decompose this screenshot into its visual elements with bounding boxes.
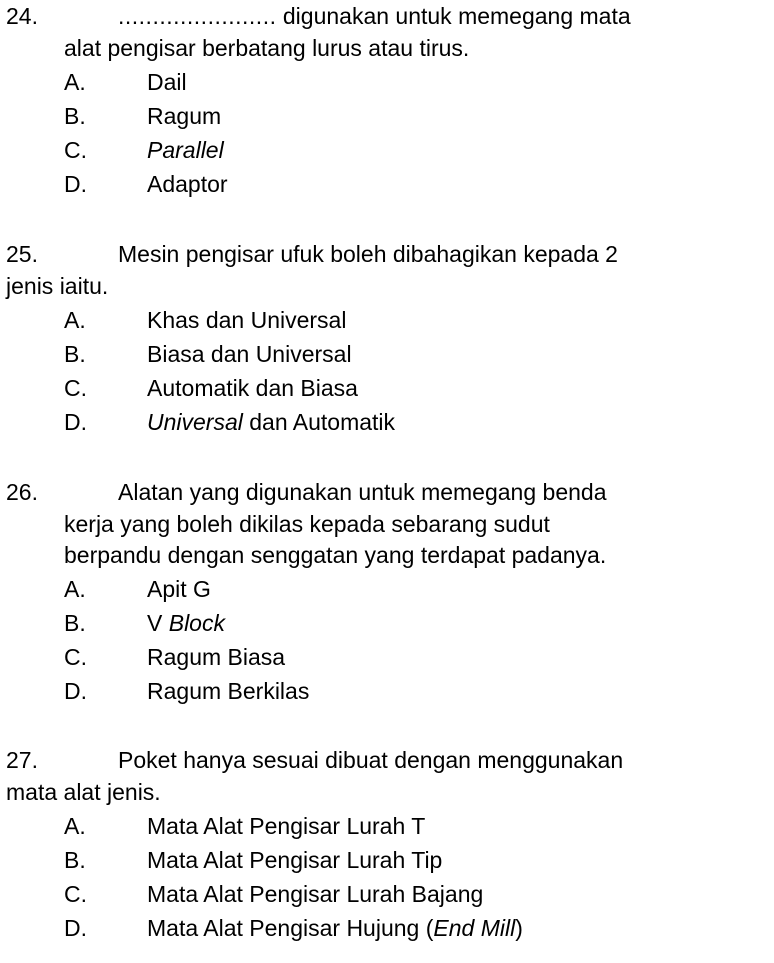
option-text — [147, 914, 523, 942]
question-number: 24. — [6, 3, 38, 29]
option-letter: C. — [64, 137, 87, 163]
answer-blank: ....................... — [118, 3, 277, 29]
option-letter: B. — [64, 610, 86, 636]
option-text-italic: Block — [168, 610, 225, 636]
question-25-stem-cont: jenis iaitu. — [6, 273, 109, 299]
option-letter: A. — [64, 69, 86, 95]
option-letter: D. — [64, 409, 87, 435]
option-text: Automatik dan Biasa — [147, 375, 358, 401]
option-text: Mata Alat Pengisar Lurah T — [147, 813, 426, 839]
option-text — [147, 609, 225, 637]
option-letter: C. — [64, 375, 87, 401]
question-25-stem-text: Mesin pengisar ufuk boleh dibahagikan kepada 2 — [118, 241, 618, 267]
option-text: Ragum Berkilas — [147, 678, 310, 704]
option-letter: C. — [64, 644, 87, 670]
option-text: Khas dan Universal — [147, 307, 347, 333]
question-26-stem-text: Alatan yang digunakan untuk memegang benda — [118, 479, 607, 505]
option-letter: D. — [64, 171, 87, 197]
option-letter: D. — [64, 915, 87, 941]
question-number: 25. — [6, 241, 38, 267]
option-text-italic: End Mill — [433, 915, 516, 941]
option-text: Apit G — [147, 576, 211, 602]
question-27-stem-text: Poket hanya sesuai dibuat dengan menggunakan — [118, 747, 624, 773]
option-text — [147, 136, 224, 164]
option-text: Mata Alat Pengisar Lurah Bajang — [147, 881, 484, 907]
option-letter: B. — [64, 847, 86, 873]
question-24-stem — [118, 2, 631, 30]
question-27-stem-cont: mata alat jenis. — [6, 779, 161, 805]
question-26-stem-cont: berpandu dengan senggatan yang terdapat padanya. — [64, 542, 607, 568]
option-text-italic: Universal — [147, 409, 243, 435]
option-letter: B. — [64, 103, 86, 129]
option-text: Mata Alat Pengisar Lurah Tip — [147, 847, 443, 873]
option-text — [147, 408, 395, 436]
question-number: 27. — [6, 747, 38, 773]
option-letter: A. — [64, 813, 86, 839]
option-letter: A. — [64, 576, 86, 602]
question-24-stem-cont: alat pengisar berbatang lurus atau tirus. — [64, 35, 470, 61]
option-text-rest: ) — [515, 915, 523, 941]
option-text-plain: Mata Alat Pengisar Hujung ( — [147, 915, 434, 941]
question-26-stem-cont: kerja yang boleh dikilas kepada sebarang sudut — [64, 511, 550, 537]
option-text: Adaptor — [147, 171, 228, 197]
option-text-italic: Parallel — [147, 137, 224, 163]
option-text: Ragum Biasa — [147, 644, 286, 670]
option-text-plain: V — [147, 610, 169, 636]
option-text: Ragum — [147, 103, 222, 129]
option-text: Biasa dan Universal — [147, 341, 352, 367]
question-24-stem-text: digunakan untuk memegang mata — [282, 3, 631, 29]
option-letter: D. — [64, 678, 87, 704]
option-letter: C. — [64, 881, 87, 907]
option-letter: B. — [64, 341, 86, 367]
option-text-rest: dan Automatik — [242, 409, 396, 435]
option-text: Dail — [147, 69, 187, 95]
question-number: 26. — [6, 479, 38, 505]
option-letter: A. — [64, 307, 86, 333]
